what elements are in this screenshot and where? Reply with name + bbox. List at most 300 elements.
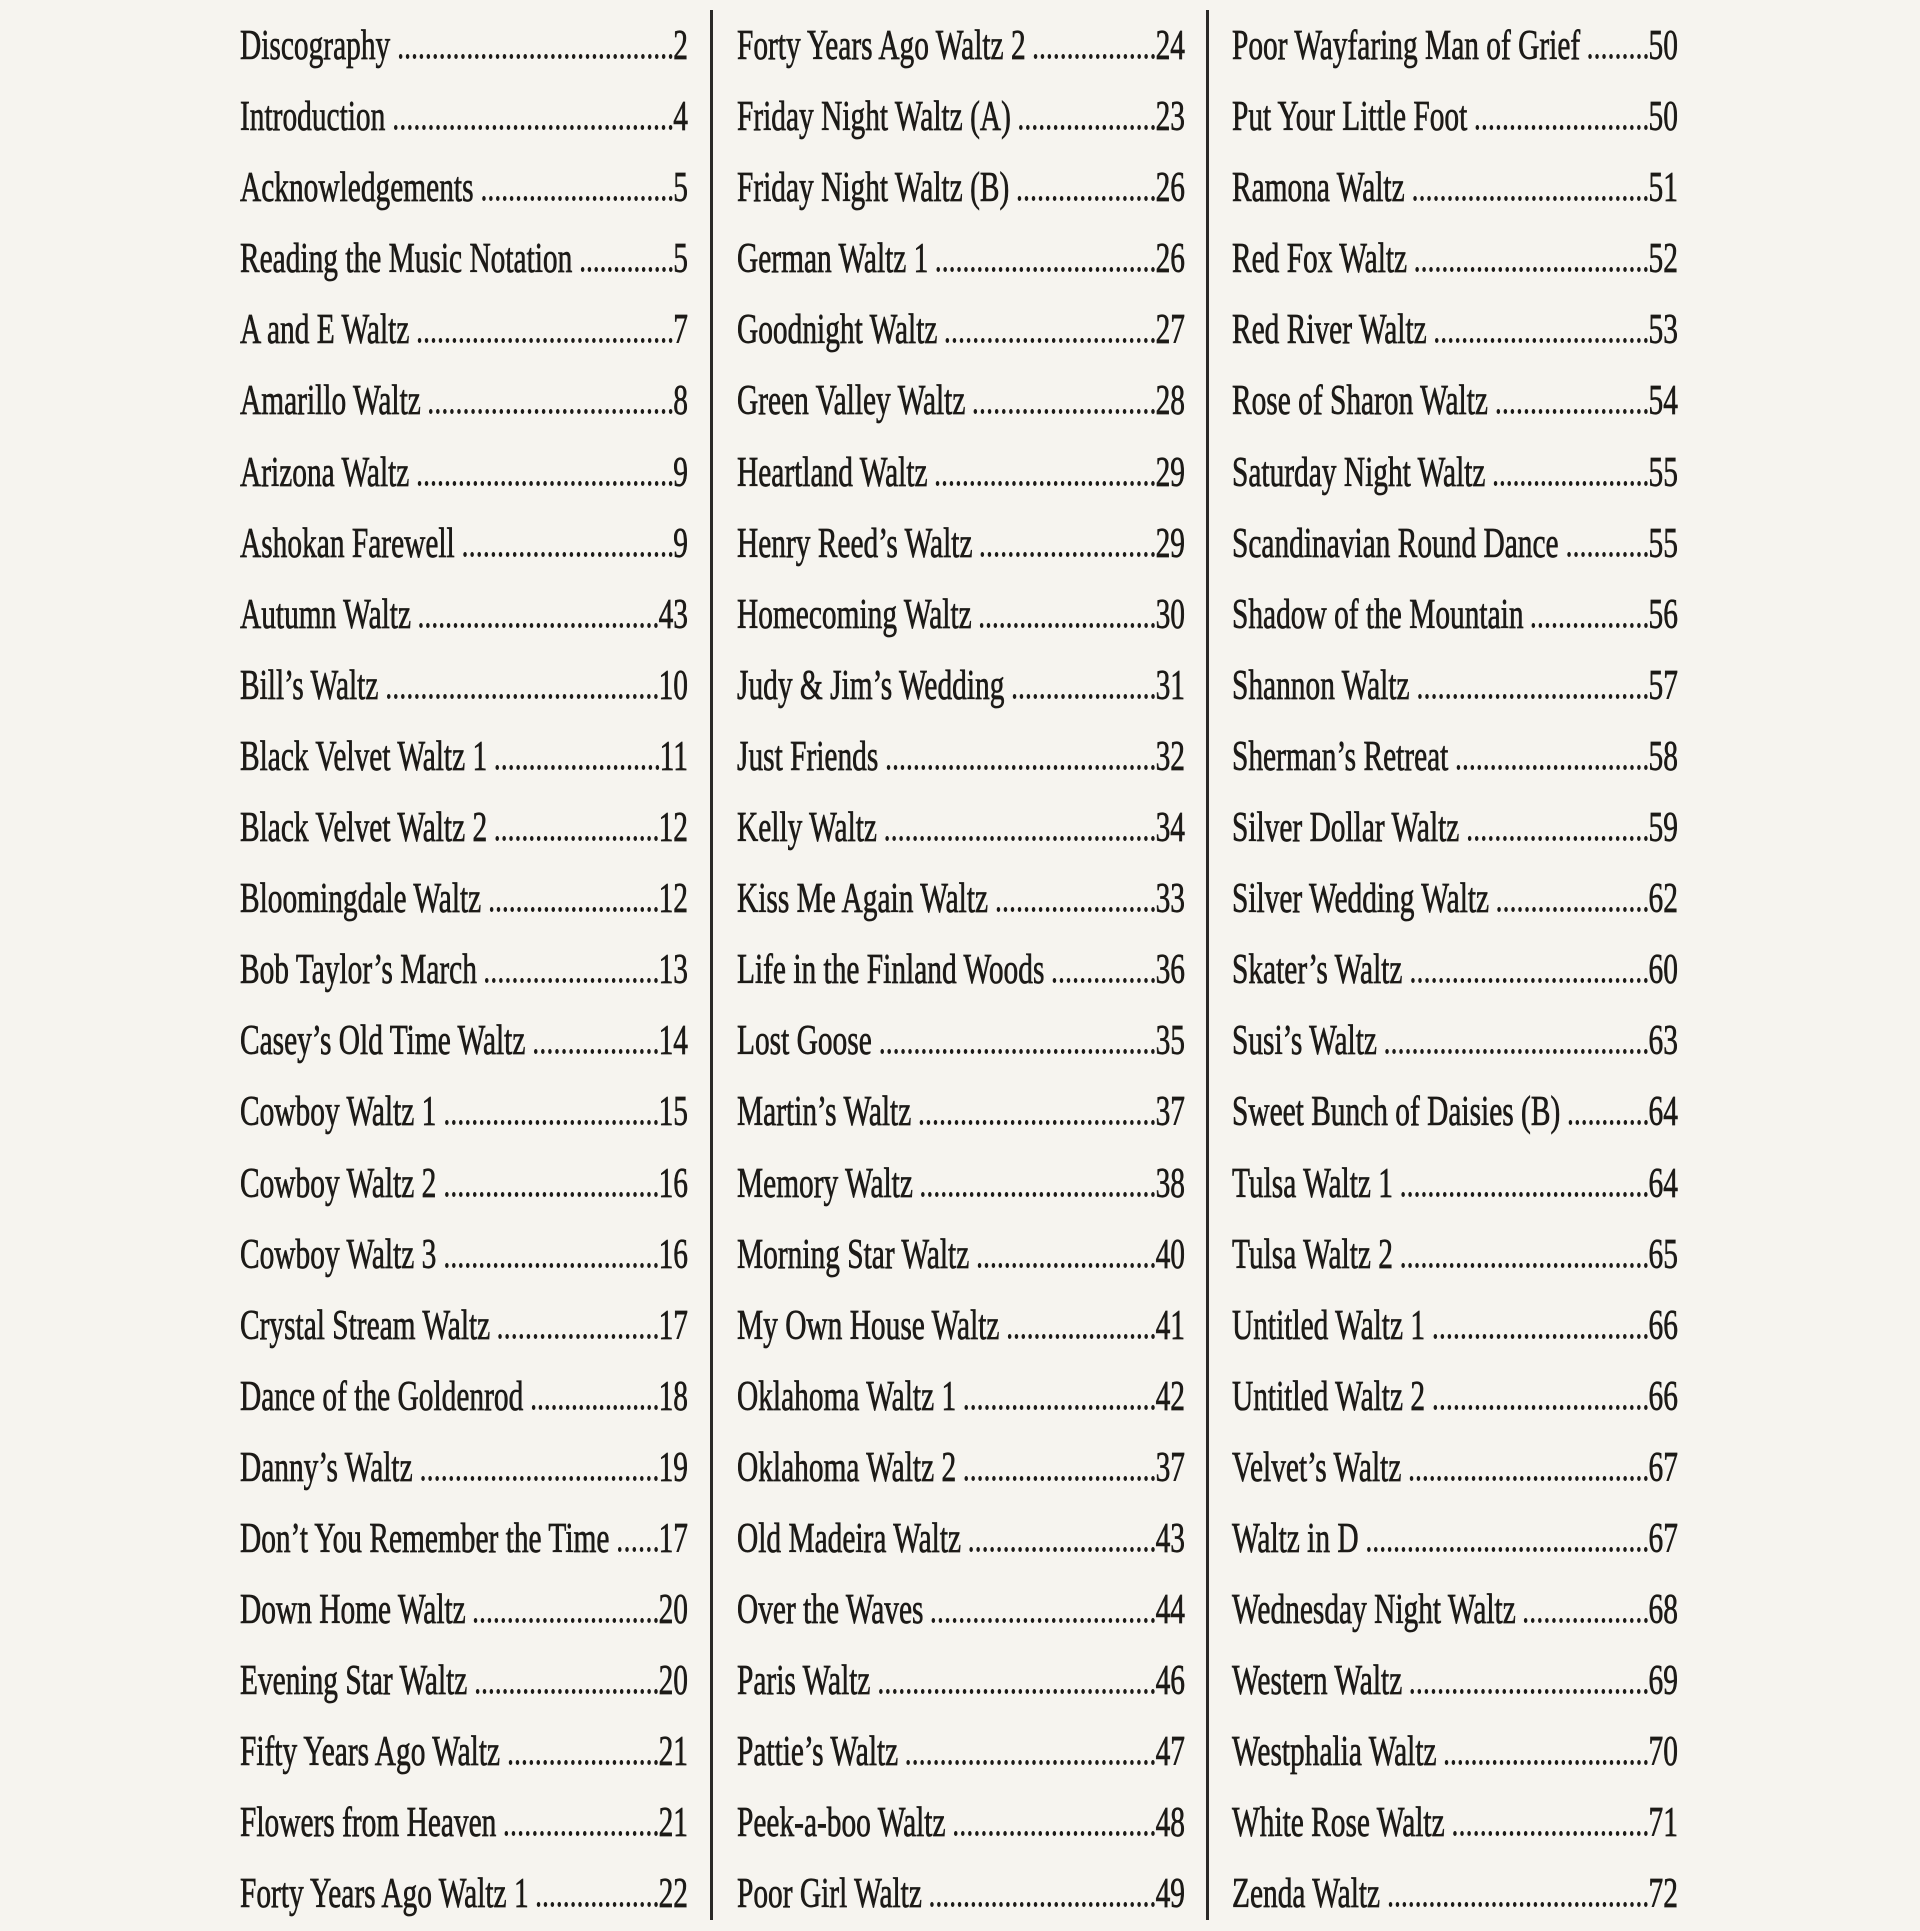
- dot-leader: [399, 54, 673, 59]
- toc-row: [737, 224, 1185, 295]
- toc-row: [240, 1077, 688, 1148]
- entry-title: Red Fox Waltz: [1232, 236, 1408, 283]
- toc-row: [240, 82, 688, 153]
- entry-page-number: 4: [673, 94, 688, 141]
- entry-page-number: 71: [1648, 1800, 1678, 1847]
- entry-page-number: 48: [1155, 1800, 1185, 1847]
- toc-row: [1232, 580, 1678, 651]
- toc-row: [737, 793, 1185, 864]
- entry-page-number: 67: [1648, 1444, 1678, 1491]
- dot-leader: [418, 481, 673, 486]
- entry-page-number: 70: [1648, 1729, 1678, 1776]
- entry-page-number: 69: [1648, 1658, 1678, 1705]
- toc-row: [737, 1433, 1185, 1504]
- entry-title: Westphalia Waltz: [1232, 1729, 1437, 1776]
- dot-leader: [1019, 125, 1155, 130]
- entry-page-number: 8: [673, 378, 688, 425]
- toc-row: [737, 935, 1185, 1006]
- dot-leader: [1445, 1760, 1648, 1765]
- entry-page-number: 42: [1155, 1373, 1185, 1420]
- entry-title: Ramona Waltz: [1232, 165, 1405, 212]
- entry-page-number: 67: [1648, 1515, 1678, 1562]
- entry-page-number: 57: [1648, 662, 1678, 709]
- entry-page-number: 9: [673, 449, 688, 496]
- dot-leader: [1433, 1334, 1647, 1339]
- entry-page-number: 52: [1648, 236, 1678, 283]
- dot-leader: [618, 1547, 658, 1552]
- toc-row: [240, 1575, 688, 1646]
- toc-row: [240, 153, 688, 224]
- entry-title: Over the Waves: [737, 1587, 924, 1634]
- dot-leader: [937, 267, 1155, 272]
- toc-row: [1232, 1006, 1678, 1077]
- entry-page-number: 23: [1155, 94, 1185, 141]
- entry-page-number: 22: [658, 1871, 688, 1918]
- dot-leader: [1410, 1476, 1648, 1481]
- toc-row: [737, 82, 1185, 153]
- toc-row: [737, 722, 1185, 793]
- entry-page-number: 20: [658, 1587, 688, 1634]
- toc-row: [1232, 366, 1678, 437]
- entry-title: Old Madeira Waltz: [737, 1515, 962, 1562]
- entry-page-number: 32: [1155, 733, 1185, 780]
- entry-page-number: 14: [658, 1018, 688, 1065]
- entry-page-number: 62: [1648, 876, 1678, 923]
- entry-title: Casey’s Old Time Waltz: [240, 1018, 526, 1065]
- toc-row: [737, 366, 1185, 437]
- entry-page-number: 38: [1155, 1160, 1185, 1207]
- dot-leader: [981, 552, 1155, 557]
- entry-page-number: 40: [1155, 1231, 1185, 1278]
- dot-leader: [974, 409, 1155, 414]
- entry-title: Tulsa Waltz 1: [1232, 1160, 1393, 1207]
- entry-page-number: 12: [658, 876, 688, 923]
- entry-title: Flowers from Heaven: [240, 1800, 497, 1847]
- entry-page-number: 58: [1648, 733, 1678, 780]
- dot-leader: [1435, 338, 1648, 343]
- dot-leader: [954, 1831, 1155, 1836]
- entry-page-number: 17: [658, 1515, 688, 1562]
- entry-page-number: 18: [658, 1373, 688, 1420]
- entry-title: Dance of the Goldenrod: [240, 1373, 524, 1420]
- entry-title: Peek-a-boo Waltz: [737, 1800, 946, 1847]
- entry-page-number: 46: [1155, 1658, 1185, 1705]
- entry-page-number: 29: [1155, 449, 1185, 496]
- dot-leader: [1053, 978, 1155, 983]
- toc-row: [737, 1291, 1185, 1362]
- entry-page-number: 53: [1648, 307, 1678, 354]
- dot-leader: [1418, 694, 1648, 699]
- dot-leader: [508, 1760, 657, 1765]
- entry-title: Henry Reed’s Waltz: [737, 520, 973, 567]
- toc-row: [1232, 509, 1678, 580]
- dot-leader: [969, 1547, 1154, 1552]
- entry-title: Discography: [240, 23, 391, 69]
- toc-row: [737, 1788, 1185, 1859]
- entry-title: Waltz in D: [1232, 1515, 1359, 1562]
- dot-leader: [1411, 978, 1648, 983]
- toc-row: [737, 1717, 1185, 1788]
- entry-title: My Own House Waltz: [737, 1302, 1000, 1349]
- dot-leader: [1013, 694, 1155, 699]
- entry-title: Evening Star Waltz: [240, 1658, 468, 1705]
- entry-title: Lost Goose: [737, 1018, 872, 1065]
- dot-leader: [1413, 196, 1648, 201]
- entry-title: Heartland Waltz: [737, 449, 928, 496]
- toc-row: [1232, 295, 1678, 366]
- entry-title: Judy & Jim’s Wedding: [737, 662, 1005, 709]
- toc-row: [240, 1433, 688, 1504]
- dot-leader: [1034, 54, 1155, 59]
- entry-title: Martin’s Waltz: [737, 1089, 912, 1136]
- dot-leader: [1457, 765, 1648, 770]
- dot-leader: [1008, 1334, 1155, 1339]
- entry-title: Bloomingdale Waltz: [240, 876, 482, 923]
- toc-row: [240, 1717, 688, 1788]
- entry-page-number: 64: [1648, 1160, 1678, 1207]
- toc-row: [737, 580, 1185, 651]
- entry-page-number: 41: [1155, 1302, 1185, 1349]
- toc-row: [737, 153, 1185, 224]
- toc-row: [737, 1504, 1185, 1575]
- dot-leader: [887, 765, 1155, 770]
- entry-title: Silver Wedding Waltz: [1232, 876, 1490, 923]
- toc-row: [240, 1362, 688, 1433]
- toc-row: [1232, 438, 1678, 509]
- toc-row: [737, 1006, 1185, 1077]
- toc-row: [737, 438, 1185, 509]
- dot-leader: [1496, 409, 1647, 414]
- entry-title: Autumn Waltz: [240, 591, 412, 638]
- entry-page-number: 72: [1648, 1871, 1678, 1918]
- dot-leader: [996, 907, 1154, 912]
- entry-page-number: 37: [1155, 1444, 1185, 1491]
- dot-leader: [965, 1405, 1155, 1410]
- entry-title: Forty Years Ago Waltz 1: [240, 1871, 529, 1918]
- dot-leader: [429, 409, 672, 414]
- column-divider-1: [710, 10, 713, 1920]
- entry-title: Danny’s Waltz: [240, 1444, 413, 1491]
- entry-title: White Rose Waltz: [1232, 1800, 1445, 1847]
- entry-title: Zenda Waltz: [1232, 1871, 1381, 1918]
- dot-leader: [419, 623, 657, 628]
- entry-title: Kiss Me Again Waltz: [737, 876, 989, 923]
- entry-title: Cowboy Waltz 1: [240, 1089, 437, 1136]
- dot-leader: [485, 978, 658, 983]
- column-divider-2: [1206, 10, 1209, 1920]
- dot-leader: [496, 836, 658, 841]
- dot-leader: [1453, 1831, 1648, 1836]
- entry-title: Saturday Night Waltz: [1232, 449, 1486, 496]
- toc-row: [737, 509, 1185, 580]
- entry-page-number: 47: [1155, 1729, 1185, 1776]
- entry-title: Susi’s Waltz: [1232, 1018, 1377, 1065]
- entry-page-number: 27: [1155, 307, 1185, 354]
- toc-row: [240, 1504, 688, 1575]
- toc-row: [240, 1646, 688, 1717]
- entry-page-number: 5: [673, 236, 688, 283]
- dot-leader: [932, 1618, 1155, 1623]
- entry-page-number: 16: [658, 1160, 688, 1207]
- dot-leader: [1494, 481, 1648, 486]
- dot-leader: [1468, 836, 1648, 841]
- dot-leader: [1385, 1049, 1647, 1054]
- entry-title: Untitled Waltz 2: [1232, 1373, 1426, 1420]
- dot-leader: [1401, 1263, 1647, 1268]
- dot-leader: [387, 694, 658, 699]
- toc-row: [1232, 153, 1678, 224]
- toc-row: [1232, 1646, 1678, 1717]
- entry-page-number: 50: [1648, 94, 1678, 141]
- toc-row: [240, 509, 688, 580]
- entry-page-number: 66: [1648, 1373, 1678, 1420]
- dot-leader: [946, 338, 1155, 343]
- entry-title: Acknowledgements: [240, 165, 474, 212]
- dot-leader: [581, 267, 673, 272]
- toc-row: [1232, 722, 1678, 793]
- entry-title: Rose of Sharon Waltz: [1232, 378, 1488, 425]
- entry-title: Kelly Waltz: [737, 805, 877, 852]
- dot-leader: [490, 907, 658, 912]
- toc-row: [1232, 1291, 1678, 1362]
- toc-row: [737, 1362, 1185, 1433]
- dot-leader: [965, 1476, 1155, 1481]
- toc-row: [1232, 1077, 1678, 1148]
- entry-page-number: 36: [1155, 947, 1185, 994]
- entry-title: Bill’s Waltz: [240, 662, 379, 709]
- toc-row: [1232, 1717, 1678, 1788]
- toc-row: [737, 1646, 1185, 1717]
- toc-row: [737, 11, 1185, 82]
- dot-leader: [907, 1760, 1155, 1765]
- entry-page-number: 24: [1155, 23, 1185, 69]
- dot-leader: [463, 552, 672, 557]
- entry-page-number: 26: [1155, 236, 1185, 283]
- dot-leader: [1532, 623, 1648, 628]
- entry-page-number: 37: [1155, 1089, 1185, 1136]
- entry-title: Homecoming Waltz: [737, 591, 972, 638]
- entry-title: Life in the Finland Woods: [737, 947, 1045, 994]
- dot-leader: [980, 623, 1155, 628]
- entry-page-number: 10: [658, 662, 688, 709]
- dot-leader: [1567, 552, 1648, 557]
- toc-row: [240, 793, 688, 864]
- dot-leader: [1498, 907, 1648, 912]
- entry-page-number: 20: [658, 1658, 688, 1705]
- entry-page-number: 2: [673, 23, 688, 69]
- dot-leader: [499, 1334, 658, 1339]
- dot-leader: [1416, 267, 1648, 272]
- toc-row: [1232, 793, 1678, 864]
- entry-page-number: 43: [658, 591, 688, 638]
- toc-column-1: [240, 11, 688, 1920]
- dot-leader: [921, 1192, 1155, 1197]
- dot-leader: [474, 1618, 658, 1623]
- dot-leader: [482, 196, 673, 201]
- toc-row: [1232, 1575, 1678, 1646]
- toc-row: [240, 11, 688, 82]
- dot-leader: [1367, 1547, 1648, 1552]
- entry-page-number: 66: [1648, 1302, 1678, 1349]
- toc-row: [1232, 1504, 1678, 1575]
- entry-page-number: 11: [659, 733, 688, 780]
- entry-title: Friday Night Waltz (A): [737, 94, 1011, 141]
- entry-page-number: 54: [1648, 378, 1678, 425]
- entry-title: Crystal Stream Waltz: [240, 1302, 491, 1349]
- toc-row: [1232, 1149, 1678, 1220]
- toc-row: [240, 1291, 688, 1362]
- dot-leader: [532, 1405, 658, 1410]
- toc-row: [737, 1077, 1185, 1148]
- entry-title: German Waltz 1: [737, 236, 929, 283]
- entry-title: Tulsa Waltz 2: [1232, 1231, 1393, 1278]
- entry-title: Sweet Bunch of Daisies (B): [1232, 1089, 1561, 1136]
- toc-row: [737, 1220, 1185, 1291]
- entry-title: Put Your Little Foot: [1232, 94, 1468, 141]
- entry-title: Morning Star Waltz: [737, 1231, 970, 1278]
- toc-row: [240, 295, 688, 366]
- toc-row: [240, 438, 688, 509]
- entry-page-number: 21: [658, 1729, 688, 1776]
- entry-title: Bob Taylor’s March: [240, 947, 477, 994]
- entry-page-number: 21: [658, 1800, 688, 1847]
- entry-title: Velvet’s Waltz: [1232, 1444, 1402, 1491]
- dot-leader: [978, 1263, 1155, 1268]
- entry-title: Just Friends: [737, 733, 879, 780]
- entry-title: Skater’s Waltz: [1232, 947, 1403, 994]
- toc-row: [1232, 224, 1678, 295]
- entry-page-number: 33: [1155, 876, 1185, 923]
- entry-title: Paris Waltz: [737, 1658, 871, 1705]
- dot-leader: [880, 1049, 1155, 1054]
- entry-page-number: 56: [1648, 591, 1678, 638]
- entry-page-number: 49: [1155, 1871, 1185, 1918]
- entry-page-number: 19: [658, 1444, 688, 1491]
- entry-page-number: 15: [658, 1089, 688, 1136]
- toc-row: [240, 580, 688, 651]
- entry-title: Arizona Waltz: [240, 449, 410, 496]
- dot-leader: [505, 1831, 658, 1836]
- entry-title: Black Velvet Waltz 2: [240, 805, 488, 852]
- entry-title: Scandinavian Round Dance: [1232, 520, 1559, 567]
- toc-column-3: [1232, 11, 1678, 1920]
- entry-page-number: 68: [1648, 1587, 1678, 1634]
- dot-leader: [1589, 54, 1648, 59]
- entry-page-number: 65: [1648, 1231, 1678, 1278]
- entry-title: Amarillo Waltz: [240, 378, 421, 425]
- entry-title: Introduction: [240, 94, 386, 141]
- entry-title: Down Home Waltz: [240, 1587, 466, 1634]
- toc-row: [240, 1220, 688, 1291]
- entry-page-number: 44: [1155, 1587, 1185, 1634]
- toc-row: [1232, 935, 1678, 1006]
- dot-leader: [879, 1689, 1155, 1694]
- dot-leader: [418, 338, 673, 343]
- entry-title: Poor Wayfaring Man of Grief: [1232, 23, 1581, 69]
- toc-row: [737, 295, 1185, 366]
- dot-leader: [394, 125, 673, 130]
- entry-title: Western Waltz: [1232, 1658, 1403, 1705]
- dot-leader: [421, 1476, 658, 1481]
- dot-leader: [1401, 1192, 1647, 1197]
- entry-page-number: 43: [1155, 1515, 1185, 1562]
- dot-leader: [936, 481, 1155, 486]
- toc-row: [737, 864, 1185, 935]
- entry-title: Oklahoma Waltz 1: [737, 1373, 957, 1420]
- dot-leader: [445, 1120, 658, 1125]
- entry-title: Green Valley Waltz: [737, 378, 966, 425]
- entry-page-number: 63: [1648, 1018, 1678, 1065]
- toc-row: [1232, 82, 1678, 153]
- entry-page-number: 55: [1648, 520, 1678, 567]
- entry-title: Pattie’s Waltz: [737, 1729, 899, 1776]
- entry-page-number: 31: [1155, 662, 1185, 709]
- entry-page-number: 34: [1155, 805, 1185, 852]
- dot-leader: [445, 1192, 658, 1197]
- toc-row: [240, 722, 688, 793]
- entry-page-number: 28: [1155, 378, 1185, 425]
- entry-page-number: 30: [1155, 591, 1185, 638]
- toc-column-2: [737, 11, 1185, 1920]
- dot-leader: [1476, 125, 1648, 130]
- toc-row: [1232, 864, 1678, 935]
- entry-page-number: 51: [1648, 165, 1678, 212]
- toc-row: [1232, 1433, 1678, 1504]
- entry-page-number: 5: [673, 165, 688, 212]
- entry-page-number: 35: [1155, 1018, 1185, 1065]
- entry-page-number: 12: [658, 805, 688, 852]
- toc-row: [240, 224, 688, 295]
- entry-page-number: 60: [1648, 947, 1678, 994]
- entry-page-number: 50: [1648, 23, 1678, 69]
- entry-title: Fifty Years Ago Waltz: [240, 1729, 501, 1776]
- entry-title: Cowboy Waltz 3: [240, 1231, 437, 1278]
- toc-row: [1232, 1362, 1678, 1433]
- toc-row: [1232, 11, 1678, 82]
- dot-leader: [476, 1689, 658, 1694]
- toc-row: [737, 1149, 1185, 1220]
- toc-row: [240, 1006, 688, 1077]
- entry-page-number: 55: [1648, 449, 1678, 496]
- toc-row: [1232, 651, 1678, 722]
- entry-title: A and E Waltz: [240, 307, 410, 354]
- entry-title: Silver Dollar Waltz: [1232, 805, 1460, 852]
- toc-row: [240, 864, 688, 935]
- entry-title: Shannon Waltz: [1232, 662, 1410, 709]
- dot-leader: [496, 765, 659, 770]
- toc-row: [240, 651, 688, 722]
- dot-leader: [930, 1902, 1155, 1907]
- dot-leader: [1018, 196, 1155, 201]
- entry-title: Untitled Waltz 1: [1232, 1302, 1426, 1349]
- entry-title: Friday Night Waltz (B): [737, 165, 1010, 212]
- entry-page-number: 17: [658, 1302, 688, 1349]
- entry-title: Memory Waltz: [737, 1160, 913, 1207]
- toc-row: [240, 935, 688, 1006]
- dot-leader: [1411, 1689, 1648, 1694]
- dot-leader: [537, 1902, 658, 1907]
- entry-title: Black Velvet Waltz 1: [240, 733, 488, 780]
- dot-leader: [1389, 1902, 1648, 1907]
- entry-page-number: 7: [673, 307, 688, 354]
- toc-row: [737, 651, 1185, 722]
- entry-title: Goodnight Waltz: [737, 307, 938, 354]
- entry-page-number: 26: [1155, 165, 1185, 212]
- entry-page-number: 13: [658, 947, 688, 994]
- entry-title: Oklahoma Waltz 2: [737, 1444, 957, 1491]
- entry-title: Wednesday Night Waltz: [1232, 1587, 1516, 1634]
- toc-row: [240, 1788, 688, 1859]
